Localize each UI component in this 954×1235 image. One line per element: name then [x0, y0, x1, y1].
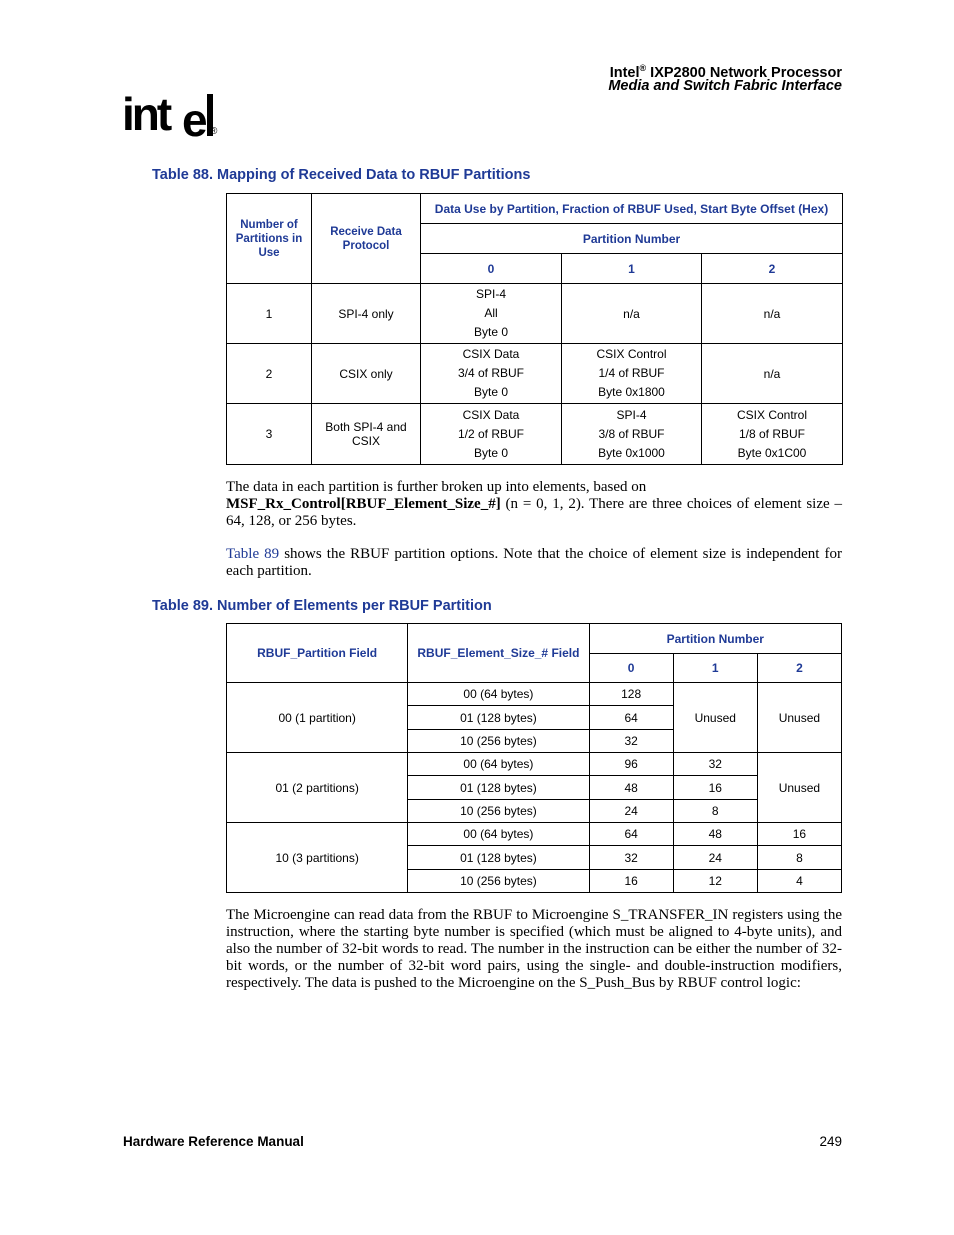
paragraph-text: (n = 0, 1, 2). There are three choices of element size – 64, 128, or 256 bytes. [226, 496, 842, 529]
table89-value: 64 [589, 706, 673, 730]
table89-value: 64 [589, 823, 673, 846]
table89-value: Unused [673, 683, 757, 753]
table88-protocol: CSIX only [312, 344, 421, 404]
table88-head-partitions: Number of Partitions in Use [227, 194, 312, 284]
title-brand: Intel [609, 65, 640, 81]
table88-cell [562, 344, 702, 404]
table88-head-protocol: Receive Data Protocol [312, 194, 421, 284]
title-product: IXP2800 Network Processor [646, 65, 842, 81]
cell-line: 1/4 of RBUF [598, 366, 665, 380]
table88 [226, 193, 843, 465]
table89-size: 10 (256 bytes) [408, 730, 589, 753]
paragraph-element-size [226, 479, 842, 530]
table-row [227, 753, 842, 776]
intel-logo [122, 90, 222, 145]
table-row [227, 683, 842, 706]
table89-size: 01 (128 bytes) [408, 846, 589, 870]
table88-cell [702, 404, 843, 465]
table-row [227, 404, 843, 465]
table89-value: 96 [589, 753, 673, 776]
table89-value: 24 [673, 846, 757, 870]
table89-value: 16 [673, 776, 757, 800]
table89-link[interactable]: Table 89 [226, 546, 280, 562]
table89-value: Unused [757, 753, 841, 823]
table-row [227, 284, 843, 344]
table89-value: 4 [757, 870, 841, 893]
table89-size: 10 (256 bytes) [408, 870, 589, 893]
table89-value: 32 [673, 753, 757, 776]
registered-mark: ® [639, 63, 647, 73]
svg-text:®: ® [210, 126, 218, 137]
table89-size: 01 (128 bytes) [408, 776, 589, 800]
table89-value: 48 [673, 823, 757, 846]
cell-line: Byte 0 [473, 325, 509, 339]
paragraph-microengine-read: The Microengine can read data from the RBUF to Microengine S_TRANSFER_IN registers using the instruction, where the starting byte number is specified (which must be aligned to 4-byte units), and also the number of 32-bit words to read. The number in the instruction can be either the number of 32-bit words, or the number of 32-bit word pairs, using the single- and double-instruction modifiers, respectively. The data is pushed to the Microengine on the S_Push_Bus by RBUF control logic: [226, 907, 917, 991]
table89-size: 01 (128 bytes) [408, 706, 589, 730]
cell-line: CSIX Data [462, 347, 520, 361]
table89-value: 128 [589, 683, 673, 706]
table89-value: 48 [589, 776, 673, 800]
svg-text:e: e [182, 94, 205, 140]
table89 [226, 623, 842, 893]
table89-caption: Table 89. Number of Elements per RBUF Partition [152, 598, 492, 614]
table88-cell [421, 284, 562, 344]
table88-num: 3 [227, 404, 312, 465]
table89-field: 10 (3 partitions) [227, 823, 408, 893]
paragraph-text: The data in each partition is further broken up into elements, based on [226, 479, 647, 495]
cell-line: Byte 0x1000 [598, 445, 665, 460]
table88-cell [421, 404, 562, 465]
page-number: 249 [819, 1134, 842, 1149]
table-row [227, 823, 842, 846]
table88-col-1: 1 [562, 254, 702, 284]
table89-field: 00 (1 partition) [227, 683, 408, 753]
cell-line: 1/8 of RBUF [738, 426, 806, 441]
table88-cell: n/a [562, 284, 702, 344]
table88-col-2: 2 [702, 254, 843, 284]
table89-head-size: RBUF_Element_Size_# Field [408, 624, 589, 683]
cell-line: CSIX Data [462, 407, 520, 422]
cell-line: SPI-4 [475, 287, 506, 301]
table88-protocol: Both SPI-4 and CSIX [312, 404, 421, 465]
cell-line: 1/2 of RBUF [457, 426, 525, 441]
cell-line: 3/4 of RBUF [457, 366, 525, 380]
table89-value: 16 [757, 823, 841, 846]
table89-col-1: 1 [673, 654, 757, 683]
table89-value: 8 [673, 800, 757, 823]
table89-head-field: RBUF_Partition Field [227, 624, 408, 683]
document-subtitle: Media and Switch Fabric Interface [608, 78, 842, 94]
svg-text:int: int [122, 90, 170, 140]
paragraph-text: shows the RBUF partition options. Note that the choice of element size is independent for each partition. [226, 546, 842, 579]
table88-cell: n/a [702, 284, 843, 344]
table88-num: 2 [227, 344, 312, 404]
cell-line: SPI-4 [616, 407, 647, 422]
table89-col-2: 2 [757, 654, 841, 683]
cell-line: CSIX Control [736, 407, 808, 422]
table89-size: 00 (64 bytes) [408, 683, 589, 706]
table88-col-0: 0 [421, 254, 562, 284]
cell-line: Byte 0x1800 [598, 385, 665, 399]
table-row [227, 344, 843, 404]
table88-head-partition-number: Partition Number [421, 224, 843, 254]
cell-line: CSIX Control [596, 347, 667, 361]
table88-cell [421, 344, 562, 404]
table89-value: 8 [757, 846, 841, 870]
table89-value: 24 [589, 800, 673, 823]
table89-value: Unused [757, 683, 841, 753]
table88-cell: n/a [702, 344, 843, 404]
cell-line: Byte 0 [473, 385, 509, 399]
table89-size: 10 (256 bytes) [408, 800, 589, 823]
table89-value: 16 [589, 870, 673, 893]
table89-size: 00 (64 bytes) [408, 753, 589, 776]
table88-caption: Table 88. Mapping of Received Data to RBUF Partitions [152, 167, 531, 183]
register-name: MSF_Rx_Control[RBUF_Element_Size_#] [226, 496, 501, 512]
table89-col-0: 0 [589, 654, 673, 683]
table88-num: 1 [227, 284, 312, 344]
footer-manual-title: Hardware Reference Manual [123, 1134, 304, 1149]
cell-line: Byte 0x1C00 [737, 445, 807, 460]
paragraph-partition-options [226, 546, 842, 580]
table89-size: 00 (64 bytes) [408, 823, 589, 846]
table88-head-data-use: Data Use by Partition, Fraction of RBUF Used, Start Byte Offset (Hex) [421, 194, 843, 224]
table89-field: 01 (2 partitions) [227, 753, 408, 823]
table89-head-partition-number: Partition Number [589, 624, 841, 654]
cell-line: Byte 0 [473, 445, 509, 460]
table89-value: 32 [589, 730, 673, 753]
table89-value: 32 [589, 846, 673, 870]
table88-protocol: SPI-4 only [312, 284, 421, 344]
cell-line: 3/8 of RBUF [598, 426, 665, 441]
cell-line: All [484, 306, 498, 320]
table89-value: 12 [673, 870, 757, 893]
table88-cell [562, 404, 702, 465]
